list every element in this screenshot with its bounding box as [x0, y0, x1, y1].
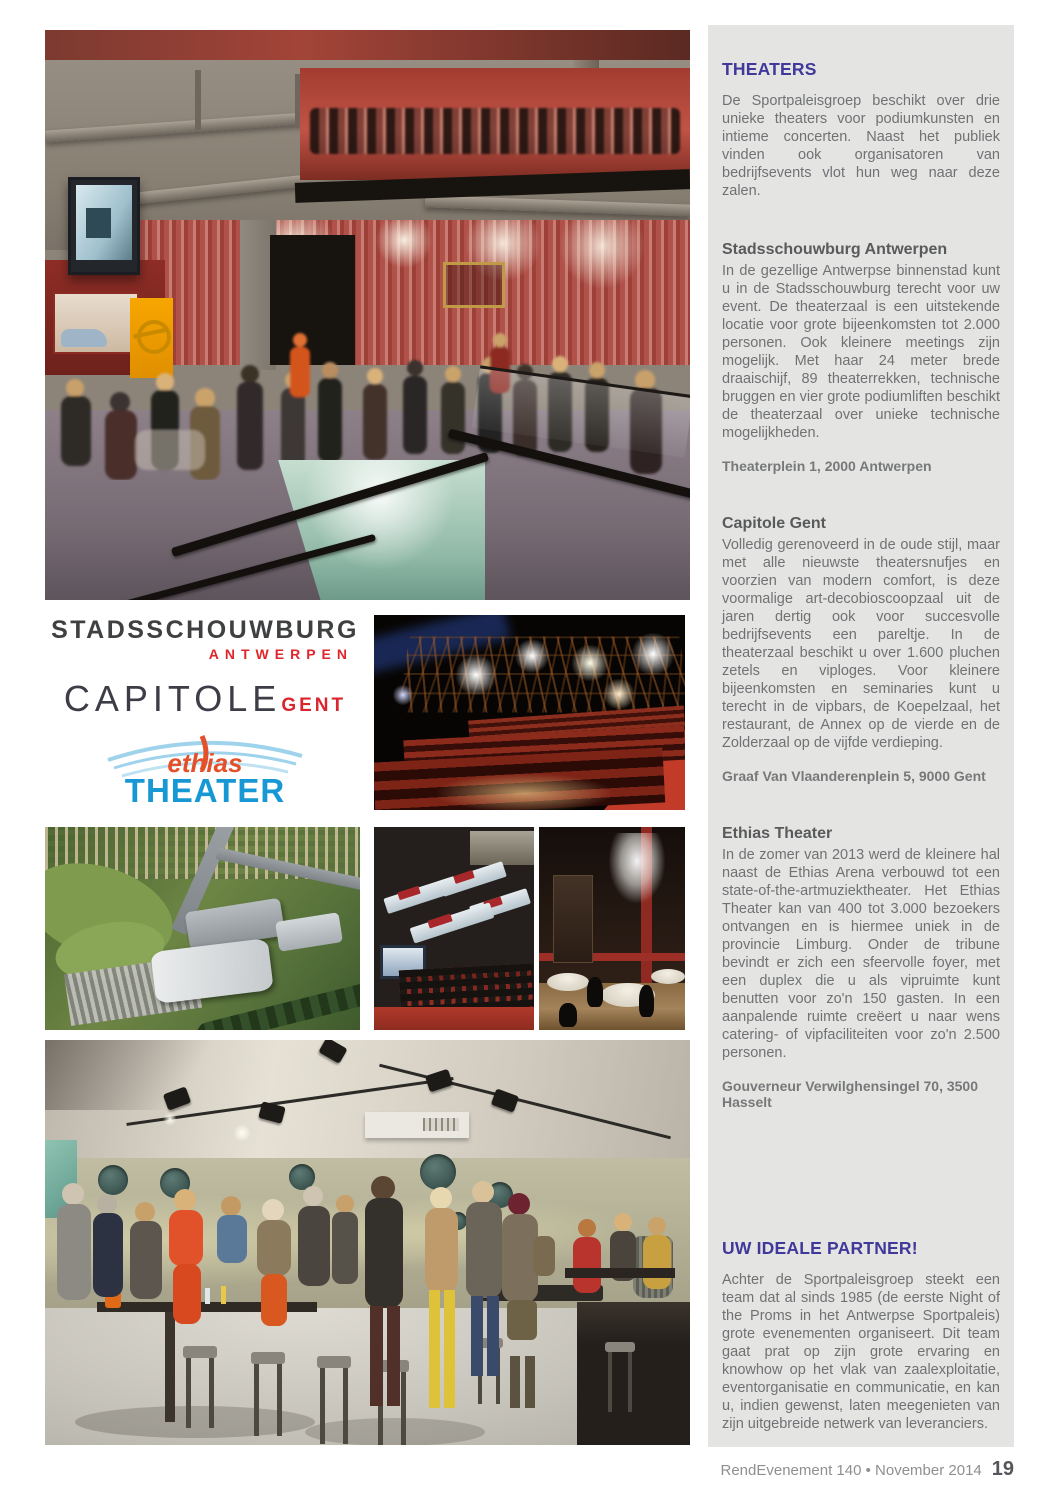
chair-cover: [587, 977, 603, 1007]
ethias-logo-graphic: [90, 726, 320, 810]
meeting-rooms-photo: [374, 827, 534, 1030]
theater-hall-photo: [374, 615, 685, 810]
venue-paragraph: In de gezellige Antwerpse binnenstad kunt u in de Stadsschouwburg terecht voor uw event. De theaterzaal is een uitstekende locatie voor grote bijeenkomsten tot 2.000 personen. Ook kleinere meetings zijn mogelijk. Met haar 24 meter brede draaischijf, 89 theaterrekken, technische bruggen en vier grote podiumliften beschikt de theaterzaal over unieke technische mogelijkheden.: [722, 263, 1000, 441]
gold-picture-frame: [443, 262, 505, 308]
footer-credit: RendEvenement 140 • November 2014: [720, 1462, 982, 1479]
event-foyer-photo: [45, 30, 690, 600]
spotlight: [392, 685, 414, 705]
duct-grille: [423, 1118, 459, 1131]
page-number: 19: [991, 1458, 1014, 1480]
venue-address: Graaf Van Vlaanderenplein 5, 9000 Gent: [722, 768, 986, 784]
venue-section-ethias: [722, 825, 1000, 1110]
wall-painting: [553, 875, 593, 963]
window-wall: [470, 831, 534, 865]
venue-title: Ethias Theater: [722, 825, 833, 842]
page-footer: [708, 1458, 1014, 1481]
antwerpen-wordmark: ANTWERPEN: [208, 646, 353, 662]
venue-paragraph: Volledig gerenoveerd in de oude stijl, maar met alle nieuwste theatersnufjes en voorzien van modern comfort, is deze voormalige art-decobioscoopzaal uit de jaren dertig ook voor succesvolle bedrijfsevents een pareltje. In de theaterzaal beschikt u over 1.600 pluchen zetels en viploges. Voor kleinere bijeenkomsten en seminaries kunt u terecht in de vipbars, de Koepelzaal, het restaurant, de Annex op de vierde en de Zolderzaal op de vijfde verdieping.: [722, 537, 1000, 751]
chandelier-room-photo: [539, 827, 685, 1030]
spotlight: [514, 639, 550, 673]
guest-silhouettes: [45, 1160, 690, 1445]
light-bulb-glow: [233, 1124, 251, 1142]
spotlight: [454, 655, 498, 695]
venue-paragraph: In de zomer van 2013 werd de kleinere hal naast de Ethias Arena verbouwd tot een state-of-the-artmuziektheater. Het Ethias Theater kan van 400 tot 3.000 bezoekers ontvangen en is hiermee uniek in de provincie Limburg. Onder de tribune bevindt er zich een sfeervolle foyer, met een duplex die u als vipruimte kunt benutten voor zo'n 150 gasten. In een aanpalende ruimte creëert u naar wens catering- of vipfaciliteiten voor zo'n 2.500 personen.: [722, 847, 1000, 1061]
venue-section-capitole: [722, 515, 1000, 784]
partner-paragraph: Achter de Sportpaleisgroep steekt een team dat al sinds 1985 (de eerste Night of the Proms in het Antwerpse Sportpaleis) grote evenementen organiseert. Dit team gaat prat op zijn grote ervaring en knowhow op het vlak van zaalexploitatie, eventorganisatie en communicatie, en kan u, indien gewenst, laten meegenieten van zijn uitgebreide netwerk van leveranciers.: [722, 1272, 1000, 1432]
venue-title: Stadsschouwburg Antwerpen: [722, 241, 948, 258]
tv-screen-content: [76, 185, 132, 260]
ethias-theater-logo: [45, 726, 365, 815]
section-title-theaters: THEATERS: [722, 59, 817, 79]
venue-logos-block: [45, 612, 365, 820]
hall-building: [275, 912, 343, 952]
spotlight: [630, 633, 676, 675]
ceiling-shadow: [45, 1040, 245, 1110]
venue-address: Theaterplein 1, 2000 Antwerpen: [722, 458, 932, 474]
capitole-logo: [45, 678, 365, 720]
seminar-table: [439, 861, 507, 897]
crystal-chandelier: [609, 833, 665, 903]
hanging-tv-screen: [68, 177, 140, 275]
aerial-site-photo: [45, 827, 360, 1030]
ceiling-post: [195, 70, 201, 130]
floor-light-patch: [434, 773, 614, 810]
mezzanine-crowd: [310, 108, 680, 154]
gent-wordmark: GENT: [281, 695, 347, 716]
bar-lounge-photo: [45, 1040, 690, 1445]
venue-section-stadsschouwburg: [722, 241, 1000, 474]
section-title-partner: UW IDEALE PARTNER!: [722, 1238, 918, 1258]
partner-section: [722, 1238, 1000, 1433]
article-panel: [708, 25, 1014, 1447]
foyer-red-ceiling-glow: [45, 30, 690, 60]
air-duct: [365, 1112, 469, 1138]
light-bulb-glow: [163, 1112, 177, 1126]
seminar-table: [410, 902, 495, 943]
chair-cover: [559, 1003, 577, 1027]
stadsschouwburg-wordmark: STADSSCHOUWBURG: [51, 616, 359, 644]
venue-address: Gouverneur Verwilghensingel 70, 3500 Hasselt: [722, 1078, 978, 1110]
spotlight: [570, 645, 610, 681]
stadsschouwburg-logo: [45, 616, 365, 662]
capitole-wordmark: CAPITOLE: [63, 678, 282, 719]
round-table: [651, 969, 685, 984]
ethias-wordmark: ethias: [167, 748, 243, 778]
red-carpet-floor: [374, 1007, 534, 1030]
venue-title: Capitole Gent: [722, 515, 827, 532]
round-table: [547, 973, 589, 991]
ethias-arena-roof: [150, 938, 273, 1004]
spotlight: [602, 679, 636, 709]
intro-paragraph: De Sportpaleisgroep beschikt over drie unieke theaters voor podiumkunsten en intieme concerten. Naast het publiek vinden ook organisatoren van bedrijfsevents vlot hun weg naar deze zalen.: [722, 93, 1000, 199]
theater-wordmark: THEATER: [124, 772, 286, 809]
chair-cover: [639, 985, 654, 1017]
